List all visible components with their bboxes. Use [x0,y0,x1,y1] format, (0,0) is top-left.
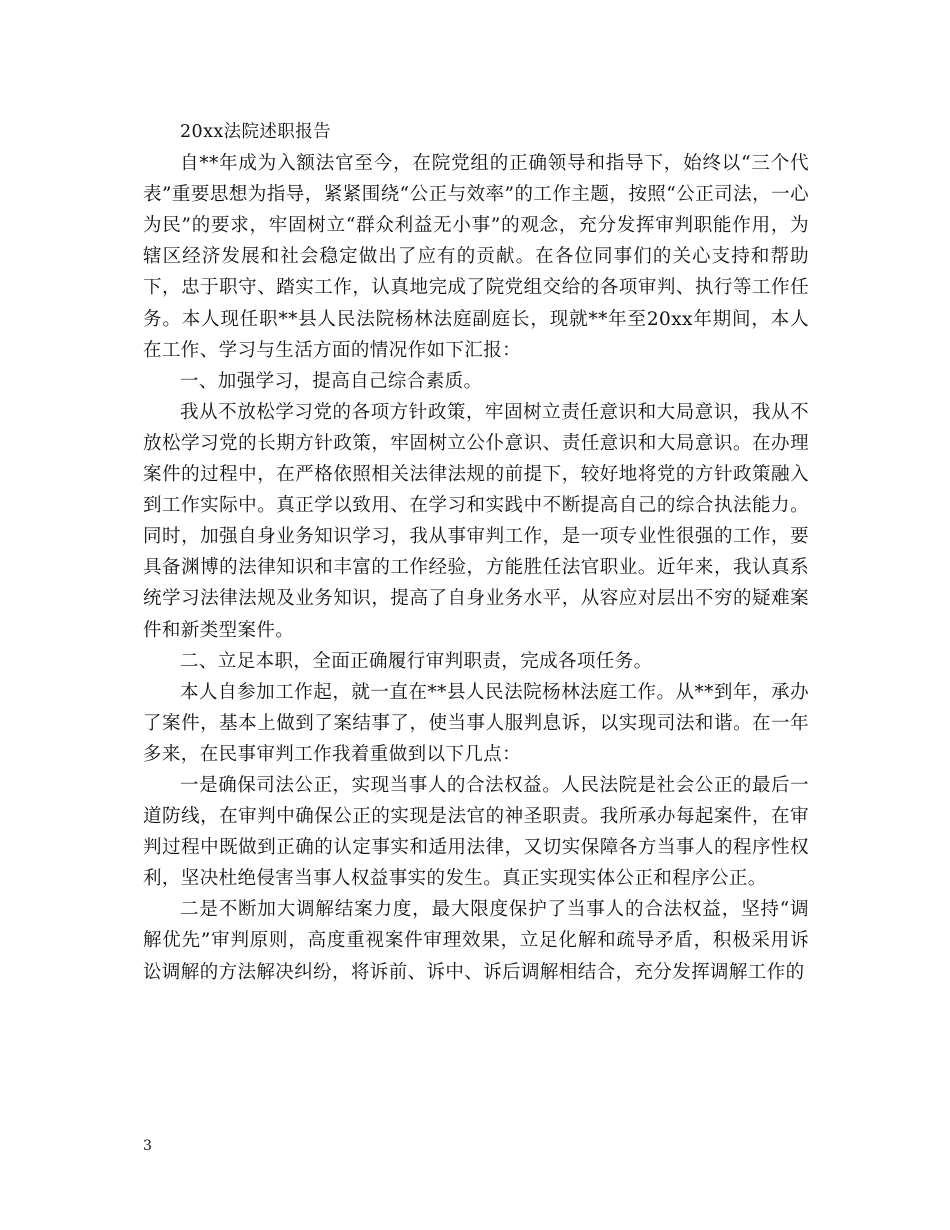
section-heading-duties: 二、立足本职，全面正确履行审判职责，完成各项任务。 [180,650,653,672]
paragraph-duties: 本人自参加工作起，就一直在**县人民法院杨林法庭工作。从**到年，承办了案件，基本上做到了案结事了，使当事人服判息诉，以实现司法和谐。在一年多来，在民事审判工作我着重做到以下几点： [143,681,809,765]
section-heading-study: 一、加强学习，提高自己综合素质。 [180,370,483,392]
paragraph-study: 我从不放松学习党的各项方针政策，牢固树立责任意识和大局意识，我从不放松学习党的长期方针政策，牢固树立公仆意识、责任意识和大局意识。在办理案件的过程中，在严格依照相关法律法规的前提下，较好地将党的方针政策融入到工作实际中。真正学以致用、在学习和实践中不断提高自己的综合执法能力。同时，加强自身业务知识学习，我从事审判工作，是一项专业性很强的工作，要具备渊博的法律知识和丰富的工作经验，方能胜任法官职业。近年来，我认真系统学习法律法规及业务知识，提高了自身业务水平，从容应对层出不穷的疑难案件和新类型案件。 [143,401,809,641]
paragraph-point-two: 二是不断加大调解结案力度，最大限度保护了当事人的合法权益，坚持“调解优先”审判原则，高度重视案件审理效果，立足化解和疏导矛盾，积极采用诉讼调解的方法解决纠纷，将诉前、诉中、诉后调解相结合，充分发挥调解工作的 [143,899,809,983]
paragraph-point-one: 一是确保司法公正，实现当事人的合法权益。人民法院是社会公正的最后一道防线，在审判中确保公正的实现是法官的神圣职责。我所承办每起案件，在审判过程中既做到正确的认定事实和适用法律，又切实保障各方当事人的程序性权利，坚决杜绝侵害当事人权益事实的发生。真正实现实体公正和程序公正。 [143,774,809,890]
page-number: 3 [143,1138,152,1154]
document-body [143,117,809,988]
document-title: 20xx法院述职报告 [180,122,332,142]
paragraph-intro: 自**年成为入额法官至今，在院党组的正确领导和指导下，始终以“三个代表”重要思想为指导，紧紧围绕“公正与效率”的工作主题，按照“公正司法，一心为民”的要求，牢固树立“群众利益无小事”的观念，充分发挥审判职能作用，为辖区经济发展和社会稳定做出了应有的贡献。在各位同事们的关心支持和帮助下，忠于职守、踏实工作，认真地完成了院党组交给的各项审判、执行等工作任务。本人现任职**县人民法院杨林法庭副庭长，现就**年至20xx年期间，本人在工作、学习与生活方面的情况作如下汇报： [143,153,809,361]
